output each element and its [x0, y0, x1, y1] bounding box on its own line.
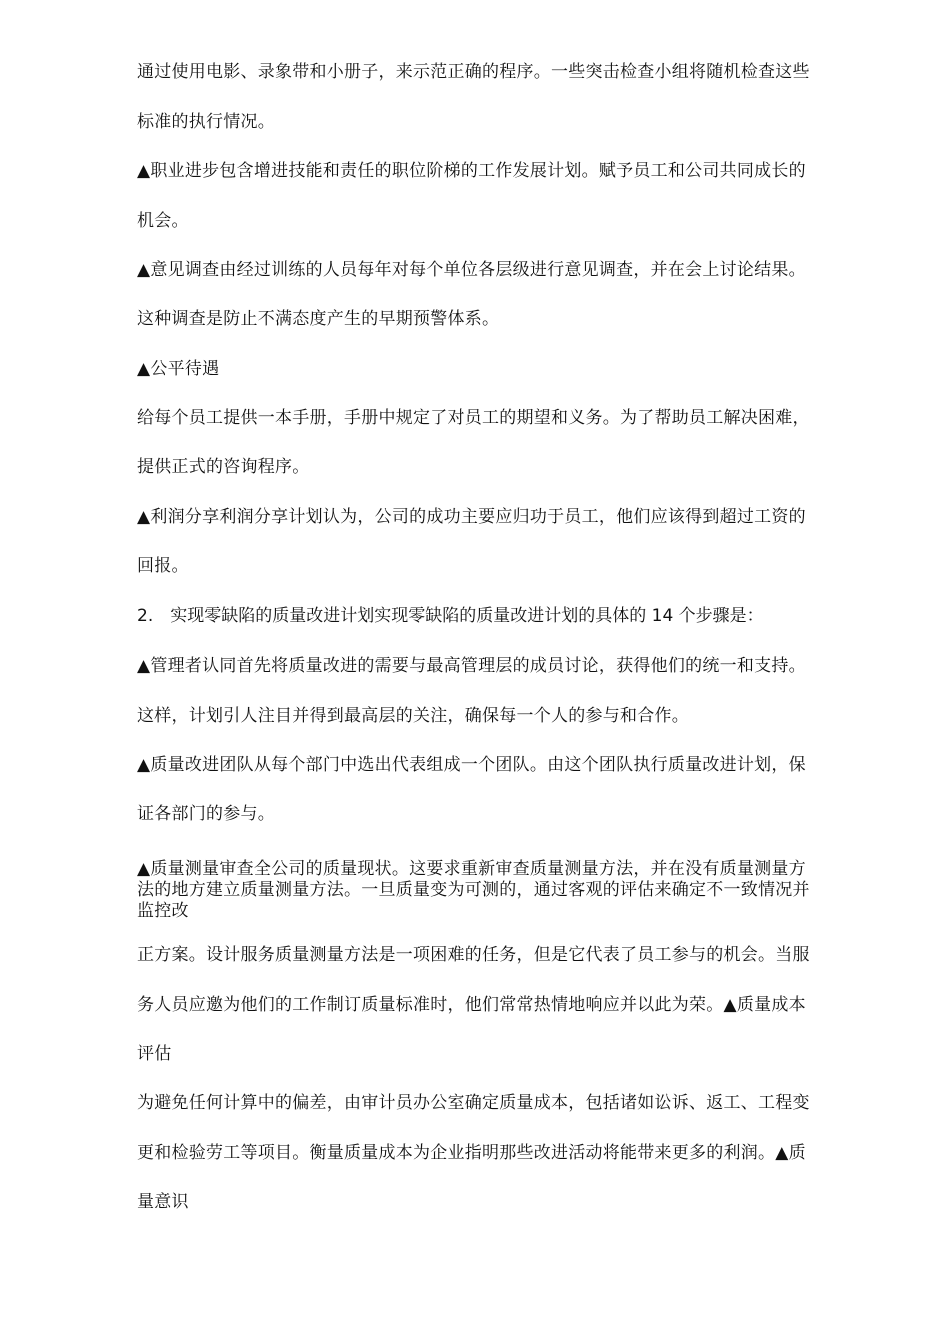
text-line: ▲公平待遇	[137, 359, 220, 379]
text-line: ▲职业进步包含增进技能和责任的职位阶梯的工作发展计划。赋予员工和公司共同成长的	[137, 161, 806, 181]
text-line: 通过使用电影、录象带和小册子，来示范正确的程序。一些突击检查小组将随机检查这些	[137, 62, 810, 82]
text-line: 更和检验劳工等项目。衡量质量成本为企业指明那些改进活动将能带来更多的利润。▲质	[137, 1143, 806, 1163]
text-line: ▲管理者认同首先将质量改进的需要与最高管理层的成员讨论，获得他们的统一和支持。	[137, 656, 806, 676]
text-line: 证各部门的参与。	[137, 804, 275, 824]
text-line: 务人员应邀为他们的工作制订质量标准时，他们常常热情地响应并以此为荣。▲质量成本	[137, 995, 806, 1015]
text-line: 给每个员工提供一本手册，手册中规定了对员工的期望和义务。为了帮助员工解决困难，	[137, 408, 810, 428]
text-line: 提供正式的咨询程序。	[137, 457, 310, 477]
text-line: 法的地方建立质量测量方法。一旦质量变为可测的，通过客观的评估来确定不一致情况并	[137, 880, 810, 900]
text-line: 标准的执行情况。	[137, 112, 275, 132]
text-line: ▲质量测量审查全公司的质量现状。这要求重新审查质量测量方法，并在没有质量测量方	[137, 859, 806, 879]
text-line: 为避免任何计算中的偏差，由审计员办公室确定质量成本，包括诸如讼诉、返工、工程变	[137, 1093, 810, 1113]
text-line: ▲利润分享利润分享计划认为，公司的成功主要应归功于员工，他们应该得到超过工资的	[137, 507, 806, 527]
text-line: 机会。	[137, 211, 189, 231]
text-line: 这种调查是防止不满态度产生的早期预警体系。	[137, 309, 500, 329]
text-line: 监控改	[137, 901, 189, 921]
numbered-heading: 2. 实现零缺陷的质量改进计划实现零缺陷的质量改进计划的具体的 14 个步骤是：	[137, 606, 764, 626]
text-line: 评估	[137, 1044, 172, 1064]
text-line: 这样，计划引人注目并得到最高层的关注，确保每一个人的参与和合作。	[137, 706, 689, 726]
text-line: ▲意见调查由经过训练的人员每年对每个单位各层级进行意见调查，并在会上讨论结果。	[137, 260, 806, 280]
text-line: 回报。	[137, 556, 189, 576]
text-line: 量意识	[137, 1192, 189, 1212]
text-line: ▲质量改进团队从每个部门中选出代表组成一个团队。由这个团队执行质量改进计划，保	[137, 755, 806, 775]
text-line: 正方案。设计服务质量测量方法是一项困难的任务，但是它代表了员工参与的机会。当服	[137, 945, 810, 965]
